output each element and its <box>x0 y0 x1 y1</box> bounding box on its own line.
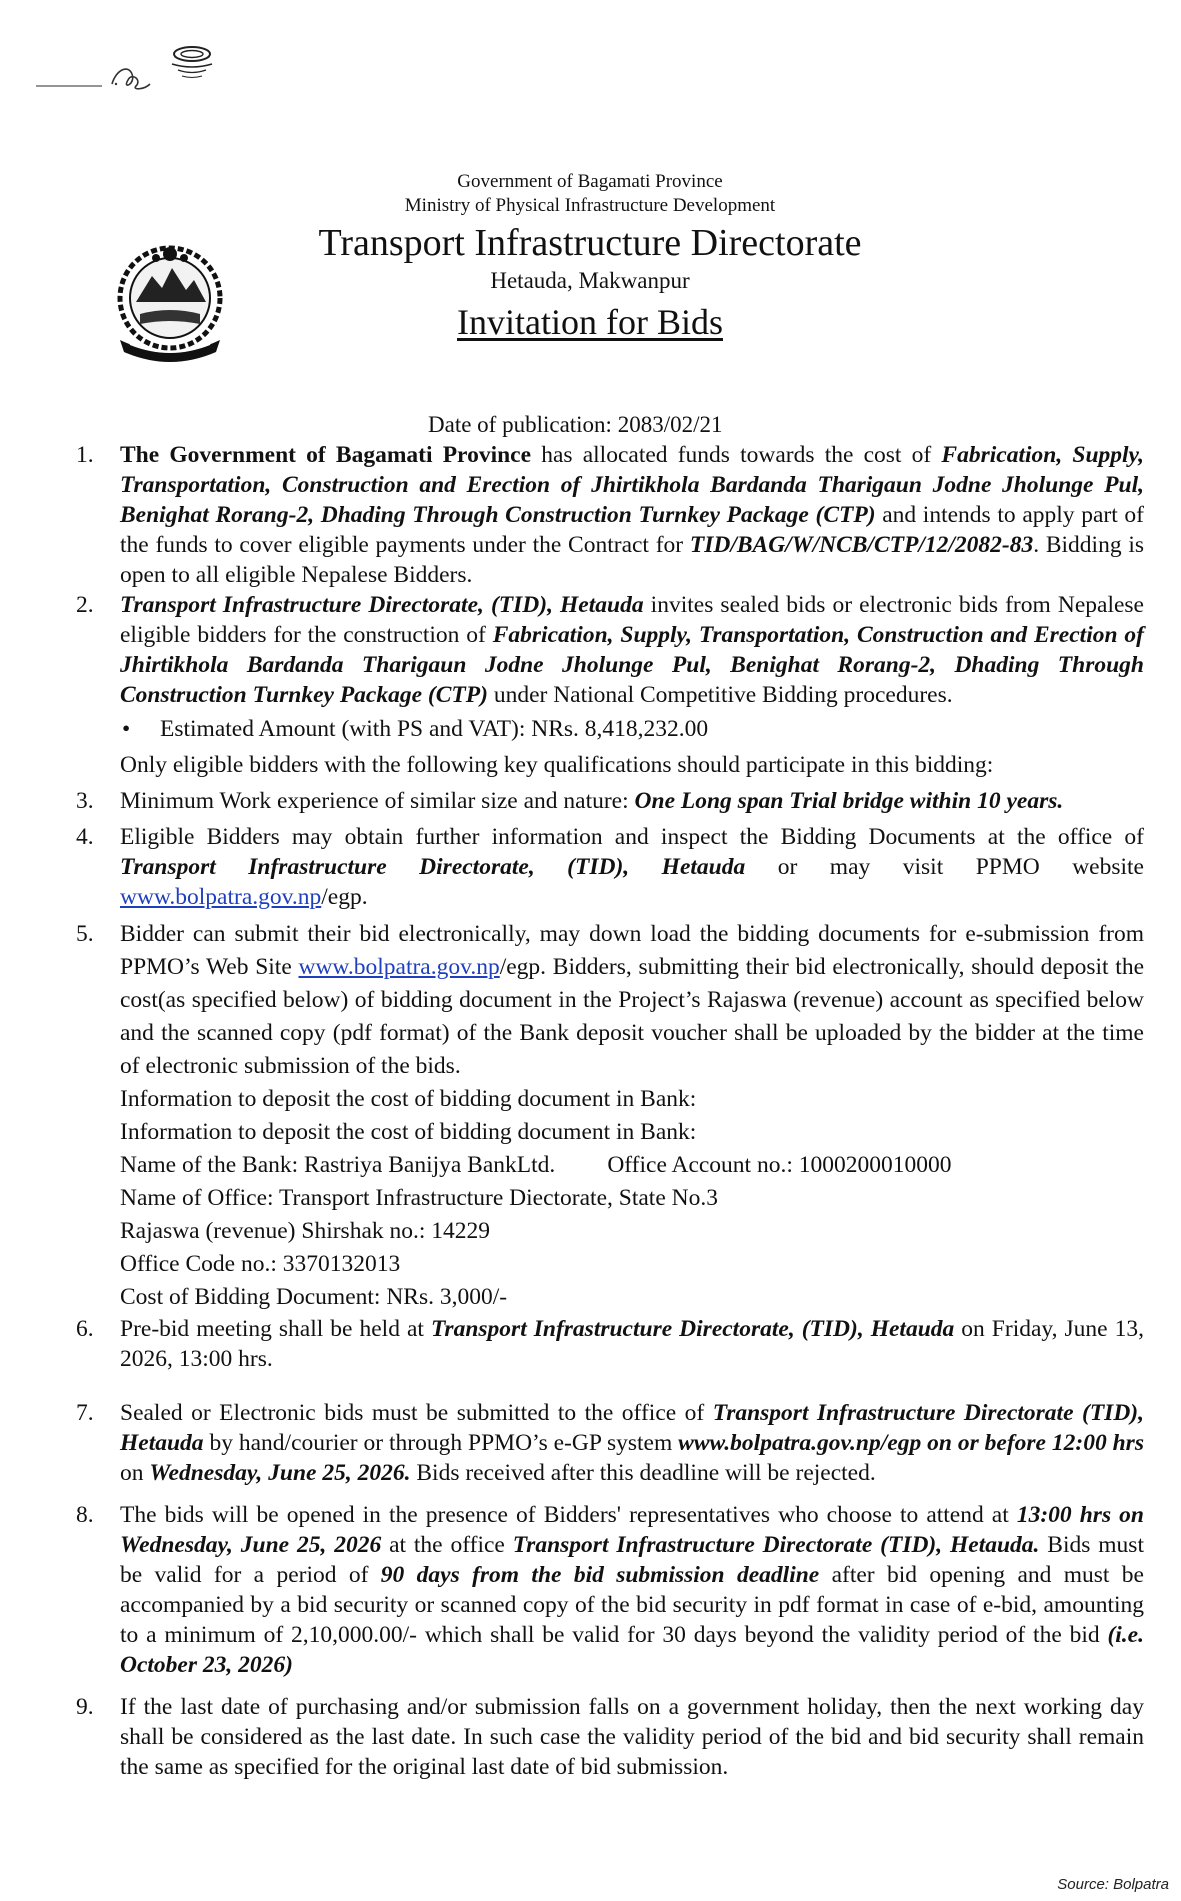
nepal-emblem-icon <box>100 232 240 372</box>
bank-name-line <box>76 1149 1144 1182</box>
office-name: Name of Office: Transport Infrastructure Diectorate, State No.3 <box>120 1185 718 1211</box>
item-number: 5. <box>76 921 94 947</box>
publication-date: Date of publication: 2083/02/21 <box>428 412 723 437</box>
estimated-amount: • Estimated Amount (with PS and VAT): NRs. 8,418,232.00 <box>122 716 709 742</box>
signature-seal-icon <box>32 40 242 100</box>
notice-title: Invitation for Bids <box>457 302 723 342</box>
directorate-title: Transport Infrastructure Directorate <box>318 222 862 264</box>
item-number: 9. <box>76 1694 94 1720</box>
notice-header <box>280 170 900 344</box>
bolpatra-link[interactable]: www.bolpatra.gov.np <box>298 954 500 980</box>
ministry-line: Ministry of Physical Infrastructure Development <box>404 195 776 216</box>
list-item: 7. Sealed or Electronic bids must be submitted to the office of Transport Infrastructure Directorate (TID), Hetauda by hand/courier or through PPMO’s e-GP system www.bolpatra.gov.np/egp on or before 12:00 hrs on Wednesday, June 25, 2026. Bids received after this deadline will be rejected. <box>76 1400 1144 1486</box>
item-number: 7. <box>76 1400 94 1426</box>
bank-name: Name of the Bank: Rastriya Banijya BankLtd. <box>120 1152 556 1178</box>
rajaswa-number: Rajaswa (revenue) Shirshak no.: 14229 <box>120 1218 491 1244</box>
office-code: Office Code no.: 3370132013 <box>120 1251 401 1277</box>
source-credit: Source: Bolpatra <box>1057 1876 1169 1893</box>
item-number: 4. <box>76 824 94 850</box>
list-item: 3. Minimum Work experience of similar size and nature: One Long span Trial bridge within 10 years. <box>76 788 1064 814</box>
list-item: 4. Eligible Bidders may obtain further information and inspect the Bidding Documents at the office of Transport Infrastructure Directorate, (TID), Hetauda or may visit PPMO website www.bolpatra.gov.np/egp. <box>76 824 1144 910</box>
item-number: 3. <box>76 788 94 814</box>
list-item: 2. Transport Infrastructure Directorate, (TID), Hetauda invites sealed bids or electronic bids from Nepalese eligible bidders for the construction of Fabrication, Supply, Transportation, Construction and Erection of Jhirtikhola Bardanda Tharigaun Jodne Jholunge Pul, Benighat Rorang-2, Dhading Through Construction Turnkey Package (CTP) under National Competitive Bidding procedures. <box>76 592 1144 708</box>
item-number: 1. <box>76 442 94 468</box>
list-item: 9. If the last date of purchasing and/or submission falls on a government holiday, then the next working day shall be considered as the last date. In such case the validity period of the bid and bid security shall remain the same as specified for the original last date of bid submission. <box>76 1694 1144 1780</box>
qualification-intro: Only eligible bidders with the following key qualifications should participate in this bidding: <box>120 752 994 778</box>
item-number: 8. <box>76 1502 94 1528</box>
bank-info-intro: Information to deposit the cost of bidding document in Bank: <box>120 1119 697 1145</box>
list-item: 6. Pre-bid meeting shall be held at Transport Infrastructure Directorate, (TID), Hetauda on Friday, June 13, 2026, 13:00 hrs. <box>76 1316 1144 1372</box>
list-item: 5. Bidder can submit their bid electronically, may down load the bidding documents for e-submission from PPMO’s Web Site www.bolpatra.gov.np/egp. Bidders, submitting their bid electronically, should deposit the cost(as specified below) of bidding document in the Project’s Rajaswa (revenue) account as specified below and the scanned copy (pdf format) of the Bank deposit voucher shall be uploaded by the bidder at the time of electronic submission of the bids. <box>76 918 1144 1083</box>
government-line: Government of Bagamati Province <box>457 171 723 192</box>
list-item: 8. The bids will be opened in the presence of Bidders' representatives who choose to attend at 13:00 hrs on Wednesday, June 25, 2026 at the office Transport Infrastructure Directorate (TID), Hetauda. Bids must be valid for a period of 90 days from the bid submission deadline after bid opening and must be accompanied by a bid security or scanned copy of the bid security in pdf format in case of e-bid, amounting to a minimum of 2,10,000.00/- which shall be valid for 30 days beyond the validity period of the bid (i.e. October 23, 2026) <box>76 1502 1144 1678</box>
bullet-icon: • <box>122 716 131 742</box>
item-number: 2. <box>76 592 94 618</box>
account-number: Office Account no.: 1000200010000 <box>607 1152 952 1178</box>
bank-info-intro: Information to deposit the cost of bidding document in Bank: <box>120 1086 697 1112</box>
location-line: Hetauda, Makwanpur <box>490 268 690 293</box>
notice-body <box>76 440 1144 1782</box>
document-cost: Cost of Bidding Document: NRs. 3,000/- <box>120 1284 508 1310</box>
item-number: 6. <box>76 1316 94 1342</box>
list-item: 1. The Government of Bagamati Province has allocated funds towards the cost of Fabrication, Supply, Transportation, Construction and Erection of Jhirtikhola Bardanda Tharigaun Jodne Jholunge Pul, Benighat Rorang-2, Dhading Through Construction Turnkey Package (CTP) and intends to apply part of the funds to cover eligible payments under the Contract for TID/BAG/W/NCB/CTP/12/2082-83. Bidding is open to all eligible Nepalese Bidders. <box>76 442 1144 588</box>
bolpatra-link[interactable]: www.bolpatra.gov.np <box>120 884 322 910</box>
